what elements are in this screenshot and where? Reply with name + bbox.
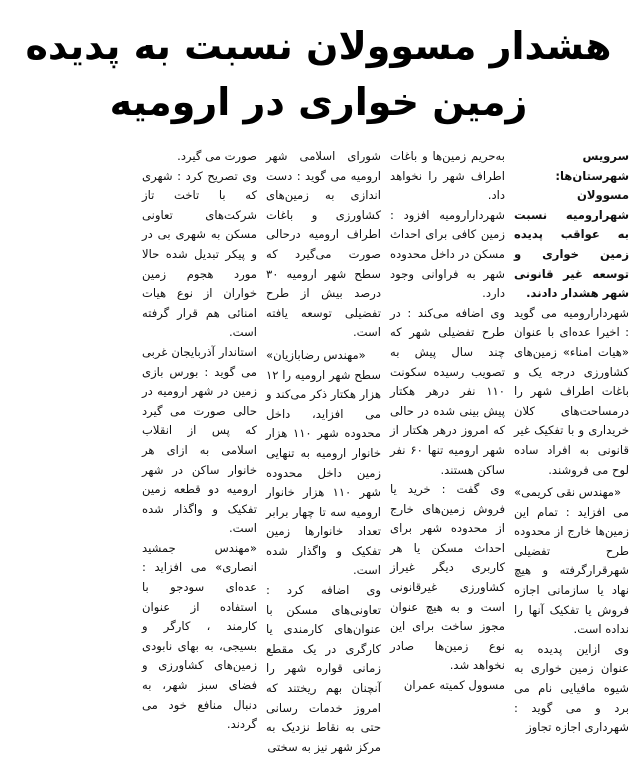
article-paragraph: وی تصریح کرد : شهری که با تاخت تاز شرکت‌های تعاونی مسکن به شهری بی در و پیکر تبدیل شده حالا مورد هجوم زمین خواران از نوع هیات امنائی هم قرار گرفته است. (142, 168, 257, 340)
article-paragraph: وی ازاین پدیده به عنوان زمین خواری به شیوه مافیایی نام می برد و می گوید : شهرداری اجازه تجاوز (514, 641, 629, 735)
headline (0, 18, 637, 130)
article-column-4 (142, 147, 257, 732)
article-paragraph: مسوول کمیته عمران (403, 678, 505, 693)
article-column-3 (266, 147, 381, 754)
article-column-2 (390, 147, 505, 693)
article-paragraph: می افزاید : تمام این زمین‌ها خارج از محدوده طرح تفضیلی شهرقرارگرفته و هیچ نهاد یا سازمانی اجازه فروش یا تفکیک آنها را نداده است. (514, 504, 629, 637)
headline-line-1: هشدار مسوولان نسبت به پدیده (25, 24, 612, 68)
article-paragraph: سطح شهر ارومیه را ۱۲ هزار هکتار ذکر می‌کند و می افزاید، داخل محدوده شهر ۱۱۰ هزار خانوار ارومیه به تنهایی زمین داخل محدوده شهر ۱۱۰ هزار خانوار ارومیه سه تا چهار برابر تعداد خانوارها زمین تفکیک و واگذار شده است. (266, 367, 381, 578)
article-paragraph: «مهندس رضابازیان» (266, 347, 366, 362)
article-paragraph: شهردارارومیه افزود : زمین کافی برای احداث مسکن در داخل محدوده شهر به فراوانی وجود دارد. (390, 207, 505, 301)
article-paragraph: به‌حریم زمین‌ها و باغات اطراف شهر را نخواهد داد. (390, 149, 505, 203)
article-paragraph: سرویس شهرستان‌ها: مسوولان شهرارومیه نسبت به عواقب پدیده زمین خواری و توسعه غیر قانونی شهر هشدار دادند. (514, 149, 629, 301)
article-paragraph: استاندار آذربایجان غربی می گوید : بورس بازی زمین در شهر ارومیه در حالی صورت می گیرد که پس از انقلاب اسلامی به ازای هر خانوار ساکن در شهر ارومیه دو قطعه زمین تفکیک و واگذار شده است. (142, 344, 257, 536)
article-paragraph: «مهندس جمشید انصاری» می افزاید : عده‌ای سودجو با استفاده از عنوان کارمند ، کارگر و بسیجی، به بهای نابودی زمین‌های کشاورزی و فضای سبز شهر، به دنبال منافع خود می گردند. (142, 540, 257, 732)
article-paragraph: شهردارارومیه می گوید : اخیرا عده‌ای با عنوان «هیات امناء» زمین‌های کشاورزی درجه یک و باغات اطراف شهر را درمساحت‌های کلان خریداری و با تفکیک غیر قانونی به افراد ساده لوح می فروشند. (514, 305, 629, 477)
article-paragraph: صورت می گیرد. (177, 149, 257, 163)
headline-line-2: زمین خواری در ارومیه (109, 80, 528, 124)
article-paragraph: وی اضافه کرد : تعاونی‌های مسکن با عنوان‌های کارمندی یا کارگری در یک مقطع زمانی قواره شهر را آنچنان بهم ریختند که امروز خدمات رسانی حتی به نقاط نزدیک به مرکز شهر نیز به سختی (266, 583, 381, 754)
article-paragraph: شورای اسلامی شهر ارومیه می گوید : دست اندازی به زمین‌های کشاورزی و باغات اطراف ارومیه درحالی صورت می‌گیرد که سطح شهر ارومیه ۳۰ درصد بیش از طرح تفضیلی توسعه یافته است. (266, 149, 381, 340)
article-paragraph: «مهندس نقی کریمی» (514, 485, 622, 500)
article-column-1 (514, 147, 629, 735)
article-paragraph: وی اضافه می‌کند : در طرح تفضیلی شهر که چند سال پیش به تصویب رسیده سکونت ۱۱۰ نفر درهر هکتار پیش بینی شده در حالی که امروز درهر هکتار از شهر ارومیه تنها ۶۰ نفر ساکن هستند. (390, 305, 505, 477)
article-columns (8, 147, 629, 754)
article-paragraph: وی گفت : خرید یا فروش زمین‌های خارج از محدوده شهر برای احداث مسکن یا هر کاربری دیگر غیراز کشاورزی غیرقانونی است و به هیچ عنوان مجوز ساخت برای این نوع زمین‌ها صادر نخواهد شد. (390, 482, 505, 673)
